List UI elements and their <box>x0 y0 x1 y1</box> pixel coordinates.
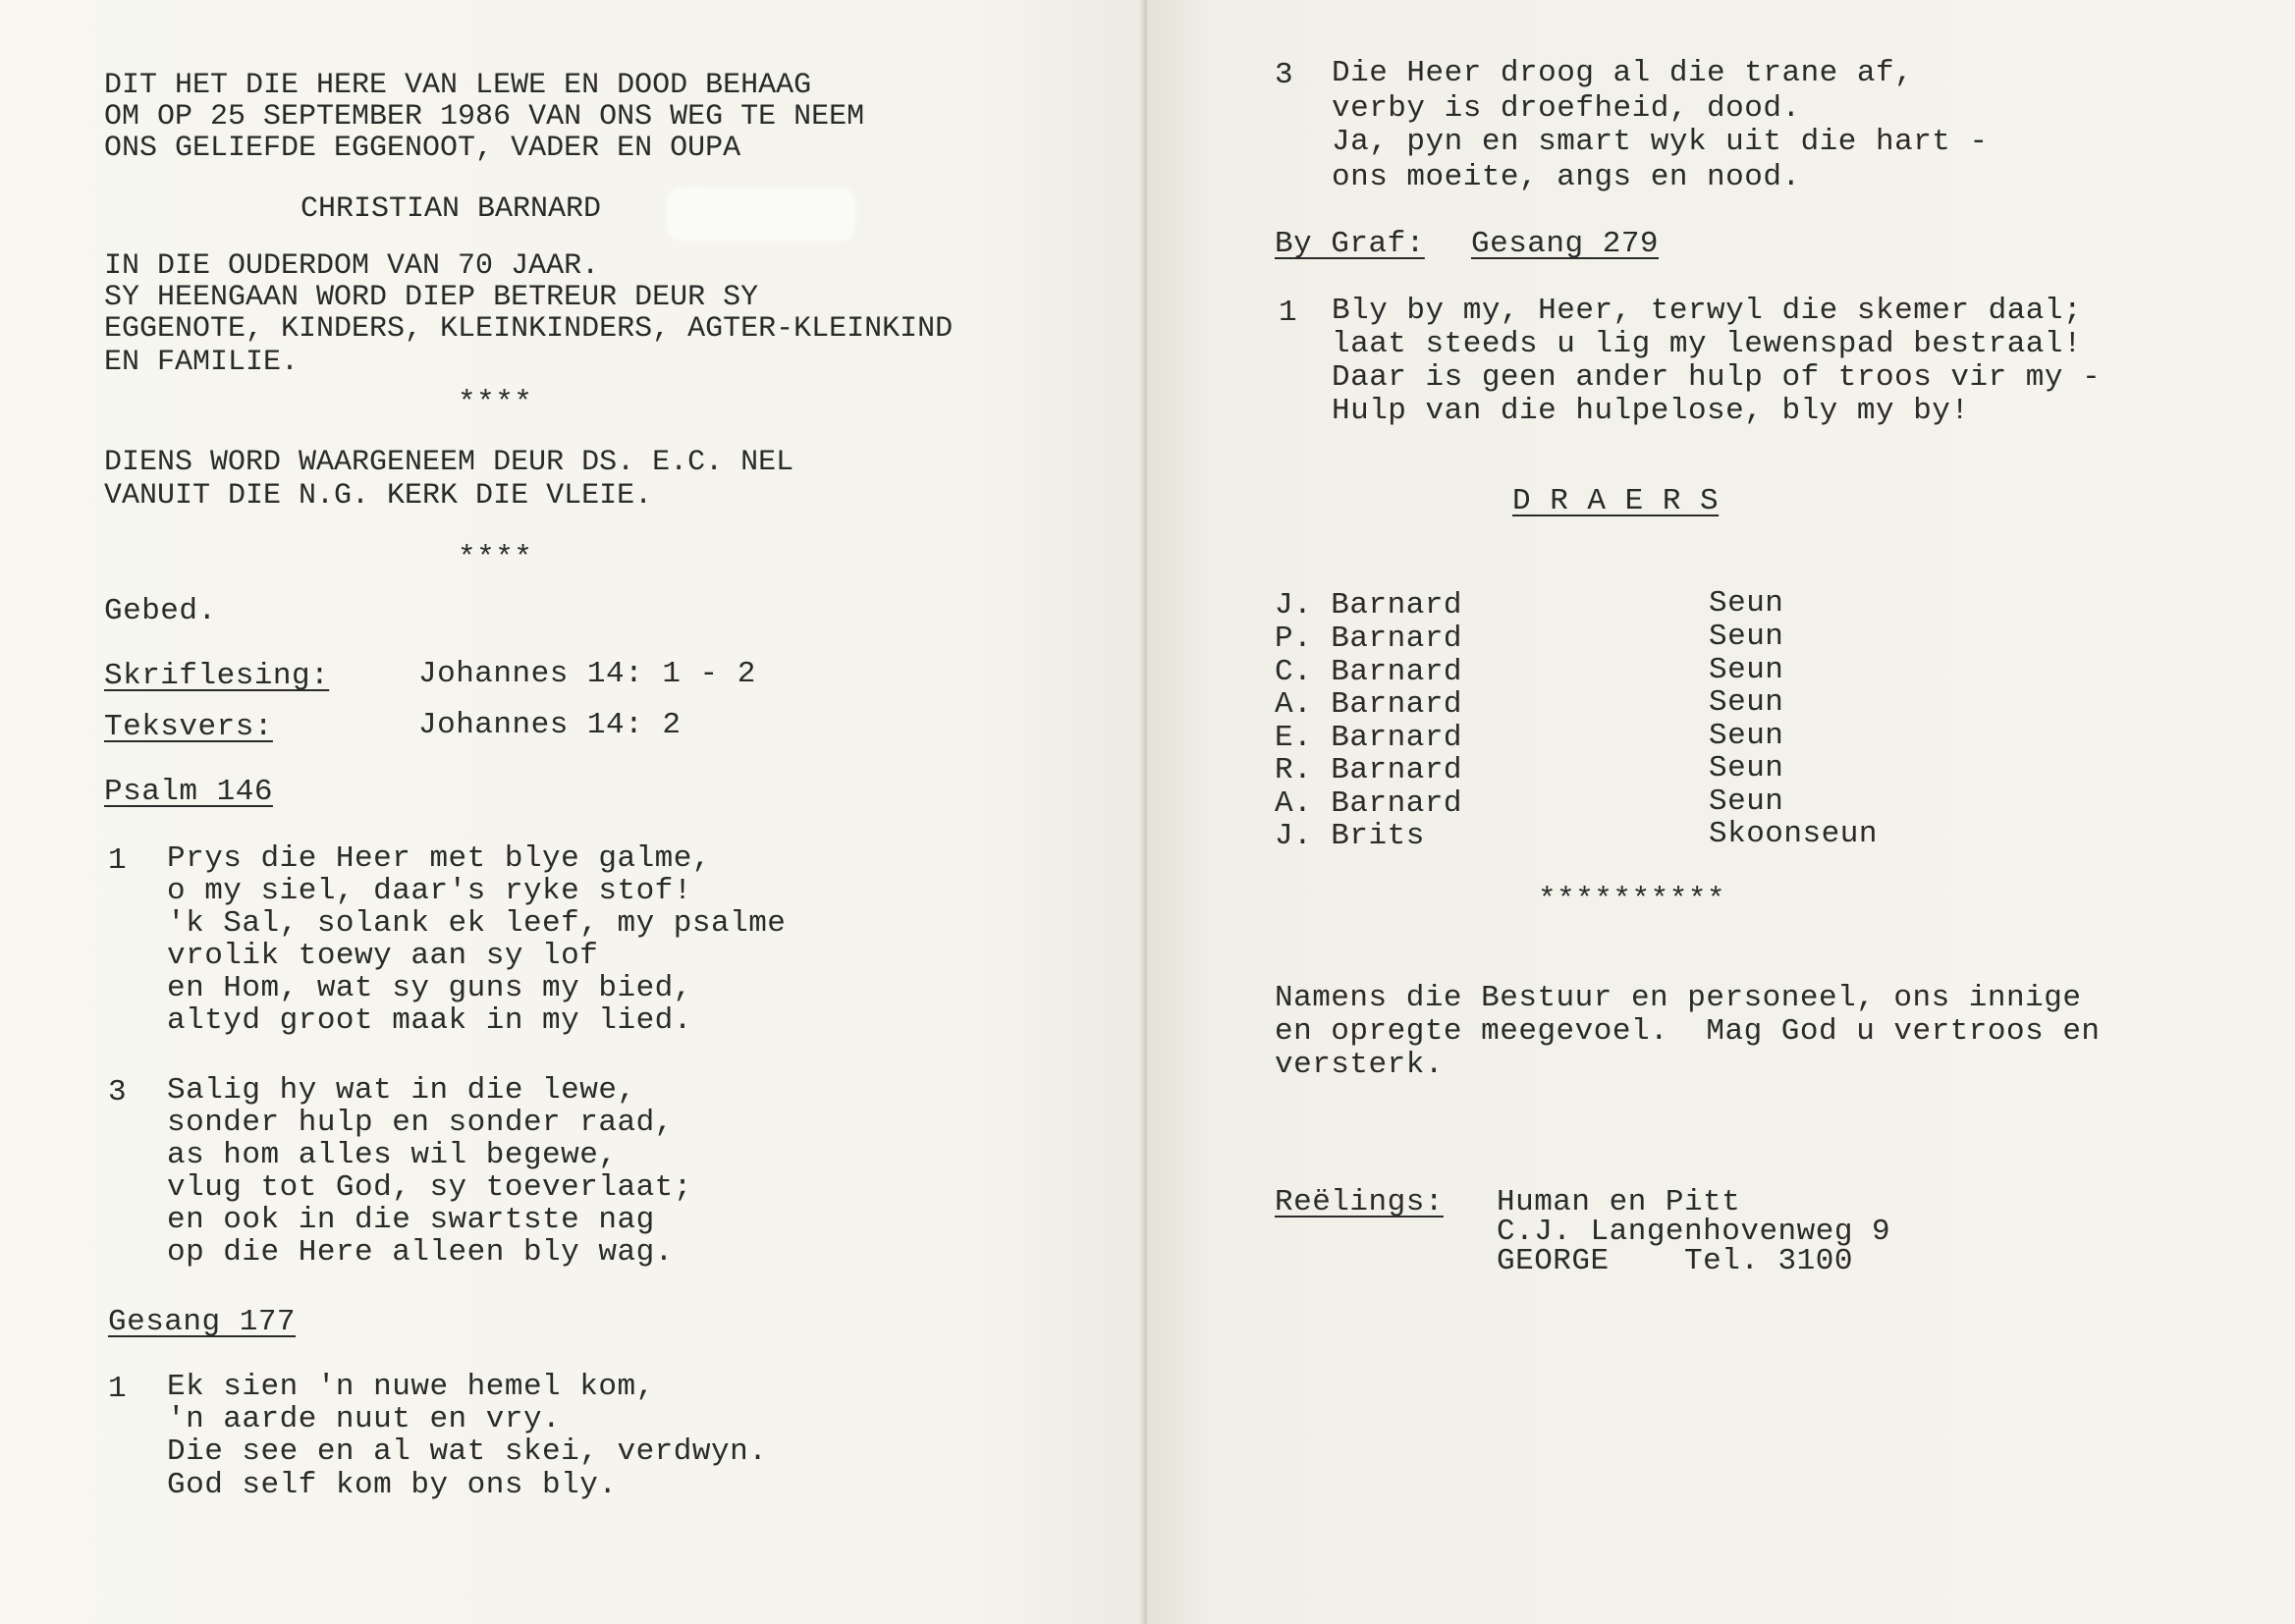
hymn-verse-1-number: 1 <box>108 1372 127 1406</box>
left-page <box>0 0 1147 1624</box>
bearer-relation-3: Seun <box>1709 653 1784 687</box>
bearer-relation-5: Seun <box>1709 719 1784 753</box>
age-line-1: IN DIE OUDERDOM VAN 70 JAAR. <box>104 249 600 283</box>
age-line-3: EGGENOTE, KINDERS, KLEINKINDERS, AGTER-KLEINKIND <box>104 312 954 346</box>
psalm-v1-line-4: vrolik toewy aan sy lof <box>167 939 599 973</box>
separator-stars-2: **** <box>458 541 533 575</box>
hymn-v3-line-4: ons moeite, angs en nood. <box>1332 160 1801 194</box>
psalm-verse-3-number: 3 <box>108 1075 127 1110</box>
psalm-title: Psalm 146 <box>104 775 273 809</box>
hymn-v1-line-3: Die see en al wat skei, verdwyn. <box>167 1435 768 1469</box>
hymn-v1-line-4: God self kom by ons bly. <box>167 1468 618 1502</box>
arrangements-label: Reëlings: <box>1275 1185 1444 1219</box>
condolence-line-1: Namens die Bestuur en personeel, ons innige <box>1275 981 2082 1015</box>
right-page <box>1147 0 2295 1624</box>
hymn-v3-line-2: verby is droefheid, dood. <box>1332 91 1801 126</box>
bearer-name-2: P. Barnard <box>1275 622 1463 656</box>
grave-v1-line-4: Hulp van die hulpelose, bly my by! <box>1332 394 1970 428</box>
hymn-v3-line-1: Die Heer droog al die trane af, <box>1332 56 1914 90</box>
hymn-v1-line-2: 'n aarde nuut en vry. <box>167 1402 562 1436</box>
bearer-relation-2: Seun <box>1709 620 1784 654</box>
hymn-177-title: Gesang 177 <box>108 1305 297 1339</box>
psalm-v1-line-3: 'k Sal, solank ek leef, my psalme <box>167 906 787 941</box>
psalm-v3-line-6: op die Here alleen bly wag. <box>167 1235 674 1270</box>
psalm-v1-line-6: altyd groot maak in my lied. <box>167 1003 692 1038</box>
grave-v1-line-2: laat steeds u lig my lewenspad bestraal! <box>1332 327 2083 361</box>
age-line-2: SY HEENGAAN WORD DIEP BETREUR DEUR SY <box>104 281 759 314</box>
service-line-2: VANUIT DIE N.G. KERK DIE VLEIE. <box>104 479 653 513</box>
prayer-label: Gebed. <box>104 594 217 628</box>
psalm-v3-line-4: vlug tot God, sy toeverlaat; <box>167 1170 692 1205</box>
bearer-name-3: C. Barnard <box>1275 655 1463 689</box>
separator-stars-right: ********** <box>1538 883 1726 917</box>
psalm-v1-line-1: Prys die Heer met blye galme, <box>167 841 711 876</box>
bearer-name-5: E. Barnard <box>1275 721 1463 755</box>
bearer-relation-6: Seun <box>1709 751 1784 785</box>
hymn-v1-line-1: Ek sien 'n nuwe hemel kom, <box>167 1370 655 1404</box>
announcement-line-1: DIT HET DIE HERE VAN LEWE EN DOOD BEHAAG <box>104 69 812 102</box>
bearer-name-1: J. Barnard <box>1275 588 1463 623</box>
announcement-line-3: ONS GELIEFDE EGGENOOT, VADER EN OUPA <box>104 132 741 165</box>
bearers-title: D R A E R S <box>1512 484 1720 518</box>
bearer-relation-7: Seun <box>1709 785 1784 819</box>
psalm-v1-line-2: o my siel, daar's ryke stof! <box>167 874 692 908</box>
hymn-verse-3-number: 3 <box>1275 58 1293 92</box>
condolence-line-3: versterk. <box>1275 1048 1444 1082</box>
service-line-1: DIENS WORD WAARGENEEM DEUR DS. E.C. NEL <box>104 446 794 479</box>
scripture-label: Skriflesing: <box>104 659 330 693</box>
grave-hymn-title: Gesang 279 <box>1471 227 1660 261</box>
hymn-v3-line-3: Ja, pyn en smart wyk uit die hart - <box>1332 125 1989 159</box>
psalm-v3-line-5: en ook in die swartste nag <box>167 1203 655 1237</box>
arrangements-line-3: GEORGE Tel. 3100 <box>1497 1244 1853 1278</box>
grave-v1-line-3: Daar is geen ander hulp of troos vir my - <box>1332 360 2102 395</box>
psalm-v1-line-5: en Hom, wat sy guns my bied, <box>167 971 692 1005</box>
separator-stars: **** <box>458 386 533 420</box>
grave-verse-1-number: 1 <box>1279 296 1297 330</box>
bearer-relation-8: Skoonseun <box>1709 817 1878 851</box>
age-line-4: EN FAMILIE. <box>104 346 300 379</box>
grave-v1-line-1: Bly by my, Heer, terwyl die skemer daal; <box>1332 294 2083 328</box>
bearer-relation-4: Seun <box>1709 685 1784 720</box>
text-verse-value: Johannes 14: 2 <box>418 708 682 742</box>
bearer-name-8: J. Brits <box>1275 819 1425 853</box>
arrangements-line-2: C.J. Langenhovenweg 9 <box>1497 1215 1891 1249</box>
handwritten-note-patch <box>668 189 854 240</box>
bearer-name-4: A. Barnard <box>1275 687 1463 722</box>
bearer-relation-1: Seun <box>1709 586 1784 621</box>
deceased-name: CHRISTIAN BARNARD <box>301 192 602 226</box>
scripture-value: Johannes 14: 1 - 2 <box>418 657 756 691</box>
psalm-verse-1-number: 1 <box>108 843 127 878</box>
bearer-name-6: R. Barnard <box>1275 753 1463 787</box>
announcement-line-2: OM OP 25 SEPTEMBER 1986 VAN ONS WEG TE NEEM <box>104 100 865 134</box>
psalm-v3-line-2: sonder hulp en sonder raad, <box>167 1106 674 1140</box>
grave-label: By Graf: <box>1275 227 1425 261</box>
arrangements-line-1: Human en Pitt <box>1497 1185 1741 1219</box>
text-verse-label: Teksvers: <box>104 710 273 744</box>
psalm-v3-line-3: as hom alles wil begewe, <box>167 1138 618 1172</box>
condolence-line-2: en opregte meegevoel. Mag God u vertroos en <box>1275 1014 2101 1049</box>
bearer-name-7: A. Barnard <box>1275 786 1463 821</box>
psalm-v3-line-1: Salig hy wat in die lewe, <box>167 1073 636 1108</box>
